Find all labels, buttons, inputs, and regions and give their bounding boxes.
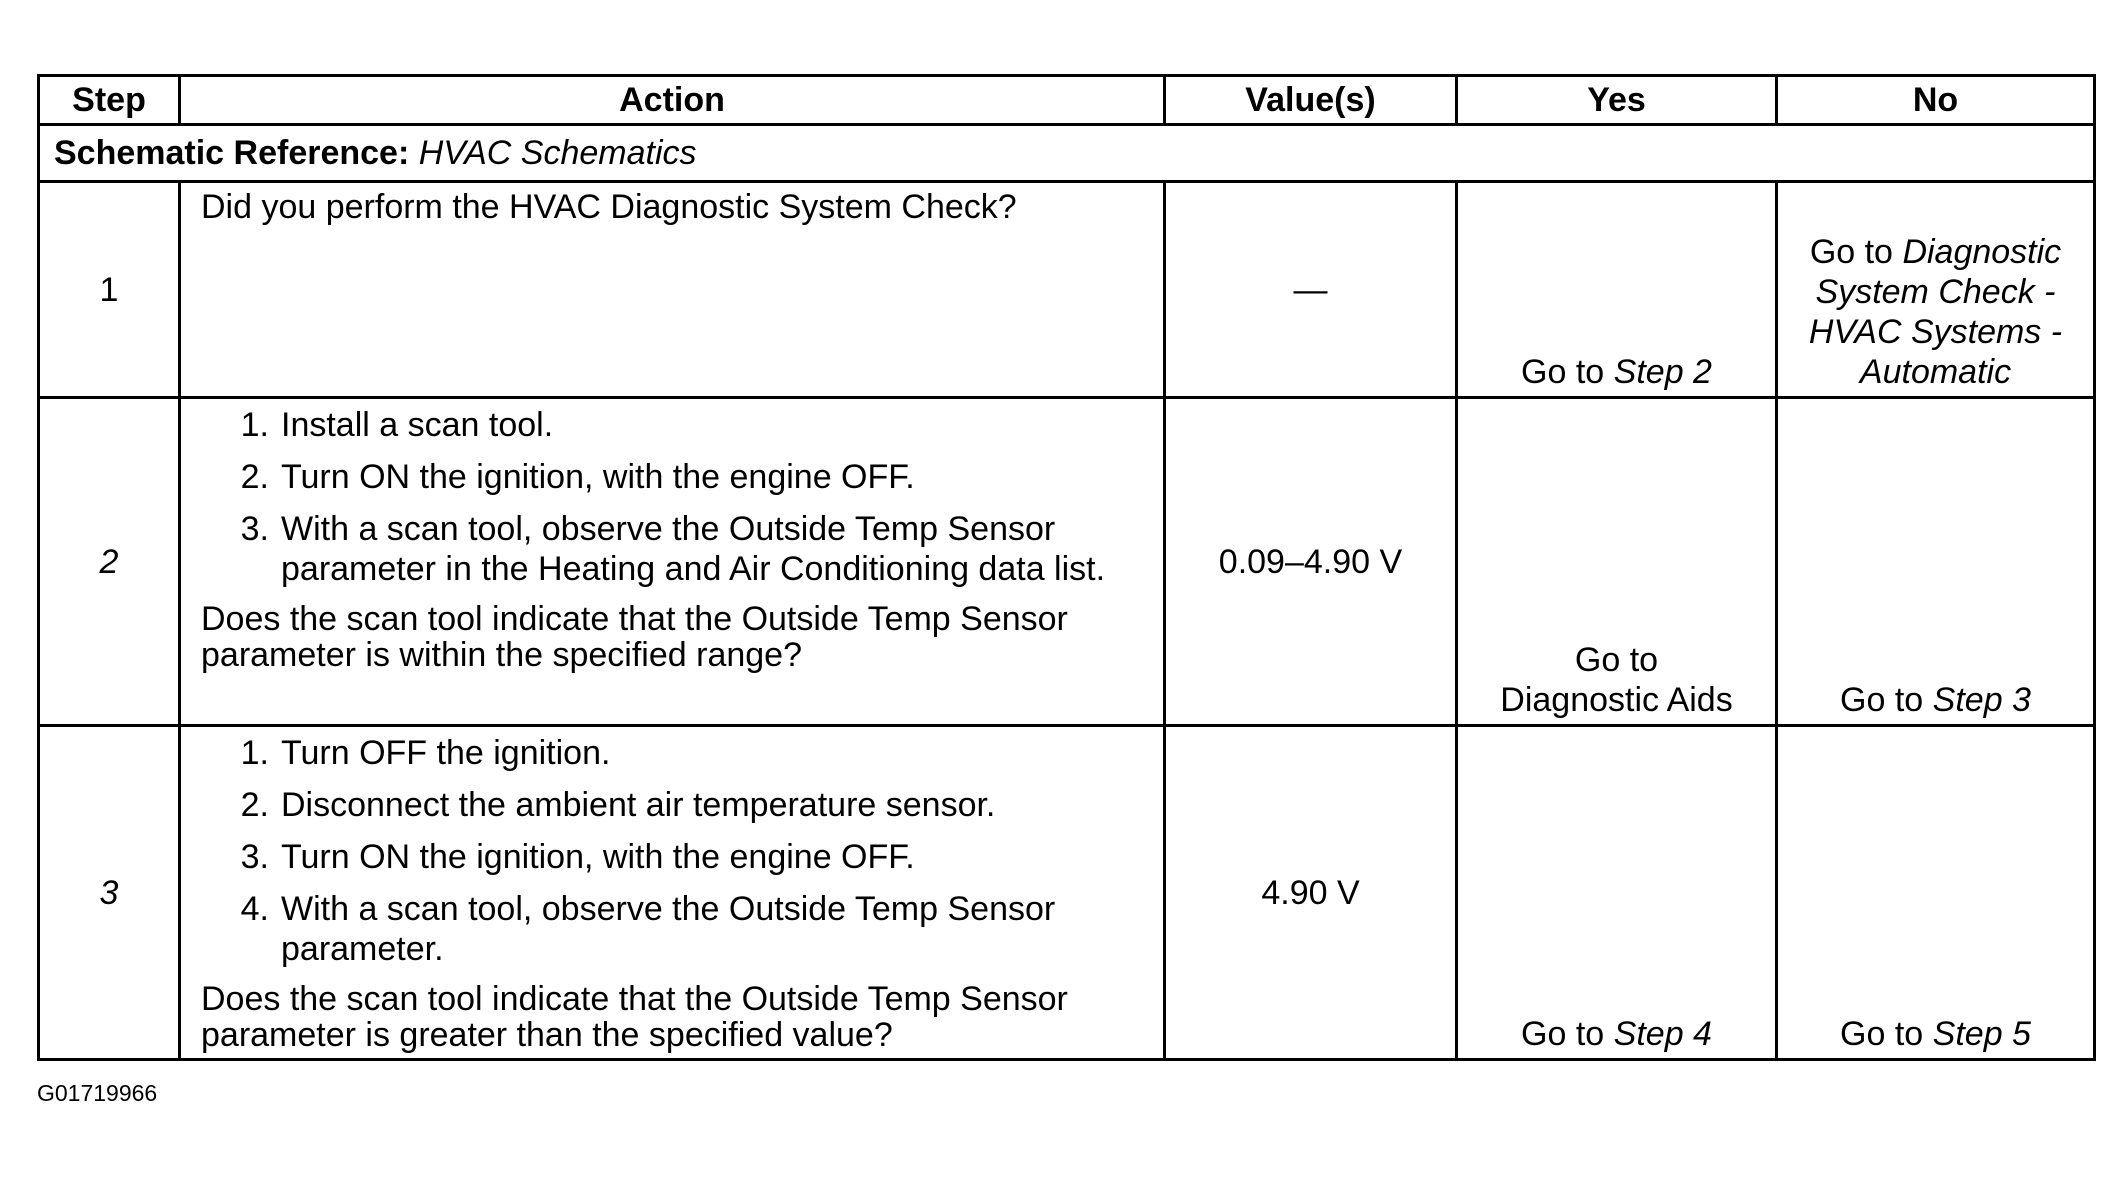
step-1-no-link: Diagnostic System Check - HVAC Systems - Automatic bbox=[1808, 233, 2063, 391]
list-item: 4. With a scan tool, observe the Outside Temp Sensor parameter. bbox=[240, 890, 1056, 968]
step-1-no-prefix: Go to bbox=[1809, 233, 1893, 271]
step-2-question: Does the scan tool indicate that the Outside Temp Sensor parameter is within the specified range? bbox=[201, 600, 1068, 674]
step-3-no-link: Step 5 bbox=[1932, 1015, 2031, 1053]
step-1-yes-prefix: Go to bbox=[1521, 353, 1605, 391]
diagnostic-table-container bbox=[37, 74, 2093, 1061]
step-3-no-prefix: Go to bbox=[1840, 1015, 1924, 1053]
step-cell-1 bbox=[39, 182, 180, 398]
value-cell-2 bbox=[1165, 398, 1457, 726]
schematic-reference-link: HVAC Schematics bbox=[418, 134, 697, 172]
step-cell-3 bbox=[39, 726, 180, 1060]
action-cell-3 bbox=[180, 726, 1165, 1060]
list-item: 1. Install a scan tool. bbox=[240, 406, 554, 444]
table-row-step-3 bbox=[39, 726, 2095, 1060]
step-1-value: — bbox=[1293, 270, 1328, 309]
step-3-yes-link: Step 4 bbox=[1613, 1015, 1712, 1053]
step-2-no-prefix: Go to bbox=[1840, 681, 1924, 719]
list-item: 2. Disconnect the ambient air temperature sensor. bbox=[240, 786, 996, 824]
list-item: 2. Turn ON the ignition, with the engine OFF. bbox=[240, 458, 915, 496]
action-cell-2 bbox=[180, 398, 1165, 726]
header-step: Step bbox=[39, 76, 180, 125]
no-cell-3 bbox=[1777, 726, 2095, 1060]
header-yes: Yes bbox=[1457, 76, 1777, 125]
header-row bbox=[39, 76, 2095, 125]
value-cell-1 bbox=[1165, 182, 1457, 398]
schematic-reference-row bbox=[39, 125, 2095, 182]
no-cell-2 bbox=[1777, 398, 2095, 726]
list-item: 3. With a scan tool, observe the Outside Temp Sensor parameter in the Heating and Air Conditioning data list. bbox=[240, 510, 1106, 588]
step-1-yes-link: Step 2 bbox=[1613, 353, 1712, 391]
step-3-question: Does the scan tool indicate that the Outside Temp Sensor parameter is greater than the specified value? bbox=[201, 980, 1068, 1054]
yes-cell-2 bbox=[1457, 398, 1777, 726]
header-action: Action bbox=[180, 76, 1165, 125]
step-2-no-link: Step 3 bbox=[1932, 681, 2031, 719]
header-no: No bbox=[1777, 76, 2095, 125]
schematic-reference-label: Schematic Reference: bbox=[54, 134, 410, 172]
step-1-question: Did you perform the HVAC Diagnostic System Check? bbox=[201, 188, 1017, 226]
yes-cell-1 bbox=[1457, 182, 1777, 398]
list-item: 1. Turn OFF the ignition. bbox=[240, 734, 611, 772]
step-3-instruction-list bbox=[201, 733, 1149, 969]
step-3-value: 4.90 V bbox=[1261, 873, 1360, 912]
yes-cell-3 bbox=[1457, 726, 1777, 1060]
table-row-step-1 bbox=[39, 182, 2095, 398]
step-2-yes-text: Go to Diagnostic Aids bbox=[1500, 641, 1733, 719]
step-3-yes-prefix: Go to bbox=[1521, 1015, 1605, 1053]
action-cell-1 bbox=[180, 182, 1165, 398]
figure-id: G01719966 bbox=[37, 1080, 158, 1106]
no-cell-1 bbox=[1777, 182, 2095, 398]
diagnostic-table bbox=[37, 74, 2096, 1061]
step-number-3: 3 bbox=[99, 873, 119, 912]
step-cell-2 bbox=[39, 398, 180, 726]
value-cell-3 bbox=[1165, 726, 1457, 1060]
step-number-1: 1 bbox=[99, 270, 119, 309]
header-values: Value(s) bbox=[1165, 76, 1457, 125]
table-row-step-2 bbox=[39, 398, 2095, 726]
step-number-2: 2 bbox=[99, 542, 119, 581]
step-2-value: 0.09–4.90 V bbox=[1218, 542, 1403, 581]
list-item: 3. Turn ON the ignition, with the engine OFF. bbox=[240, 838, 915, 876]
schematic-reference-cell bbox=[39, 125, 2095, 182]
step-2-instruction-list bbox=[201, 405, 1149, 589]
